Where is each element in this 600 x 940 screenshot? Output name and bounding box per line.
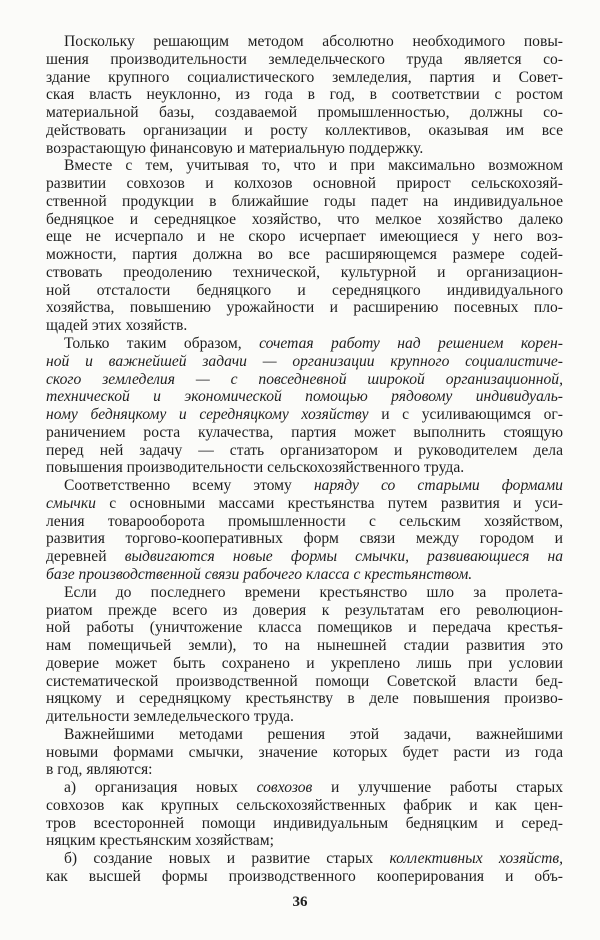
text: можности, партия должна во все расширяющемся размере содей- [46, 246, 563, 264]
text-line [46, 797, 563, 815]
text-line [46, 761, 563, 779]
italic-text: смычки [46, 494, 96, 512]
italic-text: наряду со старыми формами [313, 477, 563, 495]
text: с основными массами крестьянства путем развития и уси- [95, 494, 563, 512]
text: дительности земледельческого труда. [46, 708, 294, 726]
text: ская власть неуклонно, из года в год, в соответствии с ростом [46, 86, 563, 104]
text: Поскольку решающим методом абсолютно необходимого повы- [64, 33, 563, 50]
italic-text: технической и экономической помощью рядовому индивидуаль- [46, 388, 563, 406]
text-line [46, 548, 563, 566]
text-line [46, 690, 563, 708]
text: здание крупного социалистического земледелия, партия и Совет- [46, 68, 563, 86]
paragraph [46, 477, 563, 584]
text-line [46, 140, 563, 158]
paragraph [46, 33, 563, 157]
text-line [46, 708, 563, 726]
text: деревней [46, 548, 125, 566]
text-line [46, 868, 563, 886]
text-line [46, 335, 563, 353]
text-line [46, 513, 563, 531]
text: действовать организации и росту коллективов, оказывая им все [46, 121, 563, 139]
paragraph [46, 335, 563, 477]
page-number: 36 [292, 894, 308, 910]
text: раничением роста кулачества, партия может выполнить стоящую [46, 423, 563, 441]
text: Важнейшими методами решения этой задачи, важнейшими [64, 725, 563, 743]
text: Соответственно всему этому [64, 477, 314, 495]
text-line [46, 442, 563, 460]
body-text [46, 33, 563, 886]
text: Вместе с тем, учитывая то, что и при максимально возможном [64, 157, 563, 175]
text-line [46, 157, 563, 175]
text-line [46, 86, 563, 104]
text-line [46, 779, 563, 797]
text-line [46, 175, 563, 193]
text: новыми формами смычки, значение которых будет расти из года [46, 743, 563, 761]
text-line [46, 406, 563, 424]
paragraph [46, 779, 563, 850]
text-line [46, 122, 563, 140]
text-line [46, 33, 563, 51]
text: б) создание новых и развитие старых [64, 850, 390, 868]
text-line [46, 371, 563, 389]
text-line [46, 850, 563, 868]
text: ной отсталости бедняцкого и середняцкого индивидуального [46, 281, 563, 299]
text: и с усиливающимся ог- [368, 406, 564, 424]
text-line [46, 282, 563, 300]
paragraph [46, 157, 563, 335]
text: материальной базы, создаваемой промышленностью, должны со- [46, 104, 563, 122]
text: совхозов как крупных сельскохозяйственных фабрик и как цен- [46, 796, 563, 814]
paragraph [46, 584, 563, 726]
text-line [46, 673, 563, 691]
italic-text: совхозов [256, 779, 313, 797]
text-line [46, 637, 563, 655]
text: риатом прежде всего из доверия к результатам его революцион- [46, 601, 563, 619]
text-line [46, 51, 563, 69]
italic-text: коллективных хозяйств, [389, 850, 564, 868]
text-line [46, 584, 563, 602]
text: перед ней задачу — стать организатором и руководителем дела [46, 441, 563, 459]
text-line [46, 424, 563, 442]
text: ствовать преодолению технической, культурной и организацион- [46, 263, 563, 281]
text: Если до последнего времени крестьянство шло за пролета- [64, 583, 563, 601]
text: ственной продукции в ближайшие годы падет на индивидуальное [46, 192, 563, 210]
italic-text: базе производственной связи рабочего класса с крестьянством. [46, 565, 473, 583]
text: ления товарооборота промышленности с сельским хозяйством, [46, 512, 563, 530]
text-line [46, 477, 563, 495]
text: в год, являются: [46, 761, 153, 779]
text-line [46, 459, 563, 477]
text-line [46, 726, 563, 744]
text: ной работы (уничтожение класса помещиков и передача крестья- [46, 619, 563, 637]
text: няцкому и середняцкому крестьянству в деле повышения произво- [46, 690, 563, 708]
italic-text: выдвигаются новые формы смычки, развивающиеся на [124, 548, 563, 566]
text-line [46, 299, 563, 317]
text: доверие может быть сохранено и укреплено лишь при условии [46, 654, 563, 672]
text-line [46, 264, 563, 282]
text: щадей этих хозяйств. [46, 317, 188, 335]
text-line [46, 317, 563, 335]
text: повышения производительности сельскохозяйственного труда. [46, 459, 465, 477]
text: бедняцкое и середняцкое хозяйство, что мелкое хозяйство далеко [46, 210, 563, 228]
text-line [46, 495, 563, 513]
text: и улучшение работы старых [312, 779, 563, 797]
paragraph [46, 726, 563, 779]
text-line [46, 566, 563, 584]
italic-text: сочетая работу над решением корен- [259, 335, 563, 353]
text-line [46, 530, 563, 548]
text-line [46, 619, 563, 637]
text-line [46, 388, 563, 406]
text: Только таким образом, [64, 335, 260, 353]
text: развитии совхозов и колхозов основной прирост сельскохозяй- [46, 175, 563, 193]
text: хозяйства, повышению урожайности и расширению посевных пло- [46, 299, 563, 317]
text-line [46, 744, 563, 762]
text-line [46, 602, 563, 620]
text: развития торгово-кооперативных форм связи между городом и [46, 530, 563, 548]
italic-text: ского земледелия — с повседневной широкой организационной, [46, 370, 563, 388]
text-line [46, 246, 563, 264]
text-line [46, 211, 563, 229]
text-line [46, 69, 563, 87]
text: тров всесторонней помощи индивидуальным бедняцким и серед- [46, 814, 563, 832]
text: а) организация новых [64, 779, 257, 797]
italic-text: ному бедняцкому и середняцкому хозяйству [46, 406, 369, 424]
text: систематической производственной помощи Советской власти бед- [46, 672, 563, 690]
text: няцким крестьянским хозяйствам; [46, 832, 274, 850]
text-line [46, 815, 563, 833]
text-line [46, 832, 563, 850]
text: еще не исчерпало и не скоро исчерпает имеющиеся у него воз- [46, 228, 563, 246]
text-line [46, 228, 563, 246]
text-line [46, 104, 563, 122]
text: возрастающую финансовую и материальную поддержку. [46, 139, 424, 157]
paragraph [46, 850, 563, 886]
text-line [46, 193, 563, 211]
text-line [46, 353, 563, 371]
text-line [46, 655, 563, 673]
text: как высшей формы производственного кооперирования и объ- [46, 867, 563, 885]
text: нам помещичьей земли), то на нынешней стадии развития это [46, 637, 563, 655]
italic-text: ной и важнейшей задачи — организации крупного социалистиче- [46, 352, 563, 370]
text: шения производительности земледельческого труда является со- [46, 50, 563, 68]
